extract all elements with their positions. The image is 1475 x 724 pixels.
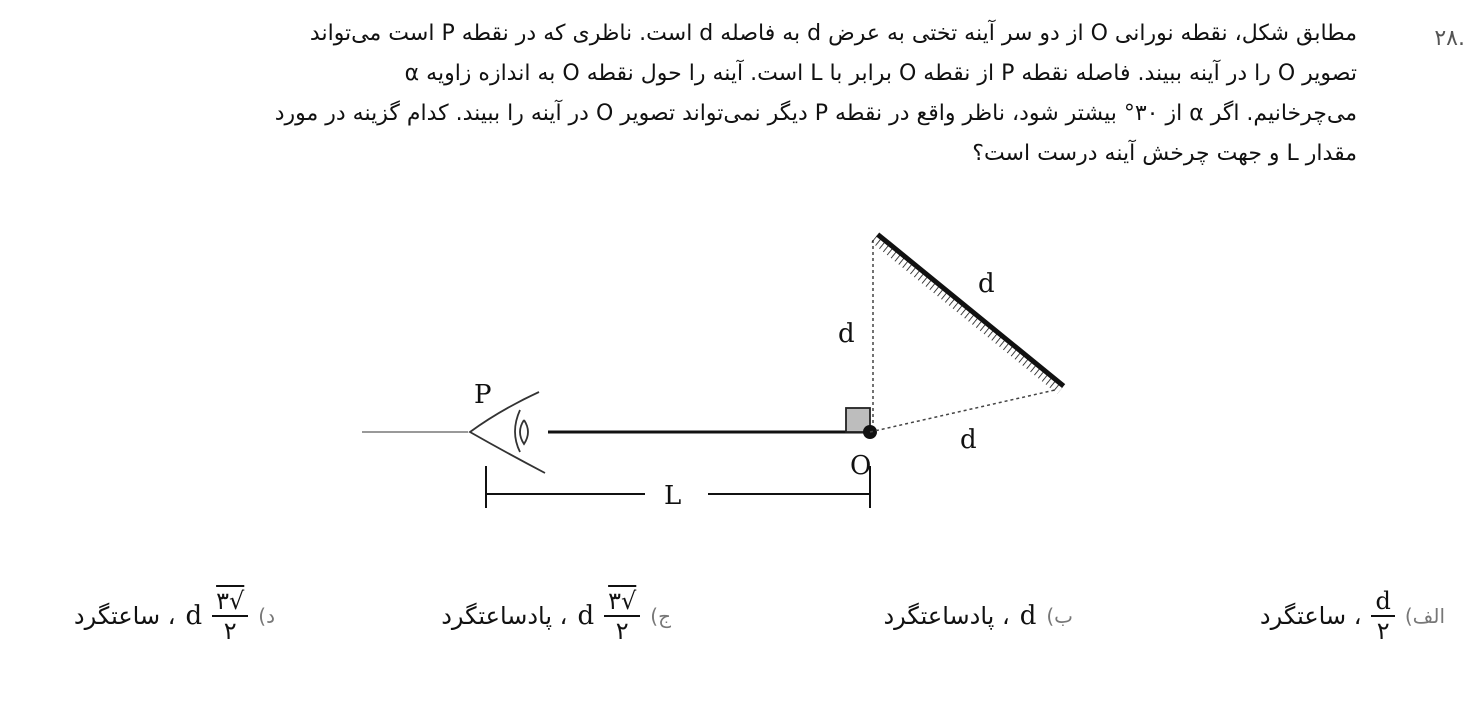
mirror (871, 234, 1063, 393)
mirror-surface (878, 234, 1064, 386)
option-a-label: الف) (1404, 604, 1445, 628)
option-c[interactable] (441, 576, 671, 656)
option-c-fraction (604, 587, 640, 645)
option-d-numerator: √۳ (212, 587, 248, 617)
option-a[interactable] (1260, 576, 1445, 656)
label-p: P (474, 380, 492, 410)
question-number: ۲۸. (1434, 26, 1465, 51)
label-d-mirror: d (978, 269, 995, 299)
option-d[interactable] (74, 576, 275, 656)
option-a-fraction (1371, 587, 1394, 645)
option-b-label: ب) (1046, 604, 1073, 628)
option-a-denominator: ۲ (1376, 617, 1390, 645)
mirror-hatch (871, 235, 1063, 394)
option-d-fraction (212, 587, 248, 645)
option-a-text: ، ساعتگرد (1259, 602, 1362, 630)
option-d-variable: d (185, 601, 203, 631)
option-c-text: ، پادساعتگرد (441, 602, 568, 630)
option-c-numerator: √۳ (604, 587, 640, 617)
option-c-label: ج) (650, 604, 671, 628)
option-d-label: د) (258, 604, 275, 628)
option-b-variable: d (1019, 601, 1037, 631)
option-b[interactable] (883, 576, 1073, 656)
question-line-4: مقدار L و جهت چرخش آینه درست است؟ (972, 141, 1357, 166)
label-d-vertical: d (838, 319, 855, 349)
label-l: L (664, 481, 682, 511)
question-line-3: می‌چرخانیم. اگر α از ۳۰° بیشتر شود، ناظر واقع در نقطه P دیگر نمی‌تواند تصویر O در آینه را ببیند. کدام گزینه در مورد (274, 101, 1357, 126)
question-line-2: تصویر O را در آینه ببیند. فاصله نقطه P از نقطه O برابر با L است. آینه را حول نقطه O به اندازه زاویه α (404, 61, 1357, 86)
question-line-1: مطابق شکل، نقطه نورانی O از دو سر آینه تختی به عرض d به فاصله d است. ناظری که در نقطه P است می‌تواند (309, 21, 1357, 46)
option-c-denominator: ۲ (615, 617, 629, 645)
option-d-text: ، ساعتگرد (73, 602, 176, 630)
option-a-numerator: d (1371, 587, 1394, 617)
label-d-lower: d (960, 425, 977, 455)
option-b-text: ، پادساعتگرد (883, 602, 1010, 630)
option-d-denominator: ۲ (223, 617, 237, 645)
label-o: O (850, 451, 872, 481)
option-c-variable: d (577, 601, 595, 631)
